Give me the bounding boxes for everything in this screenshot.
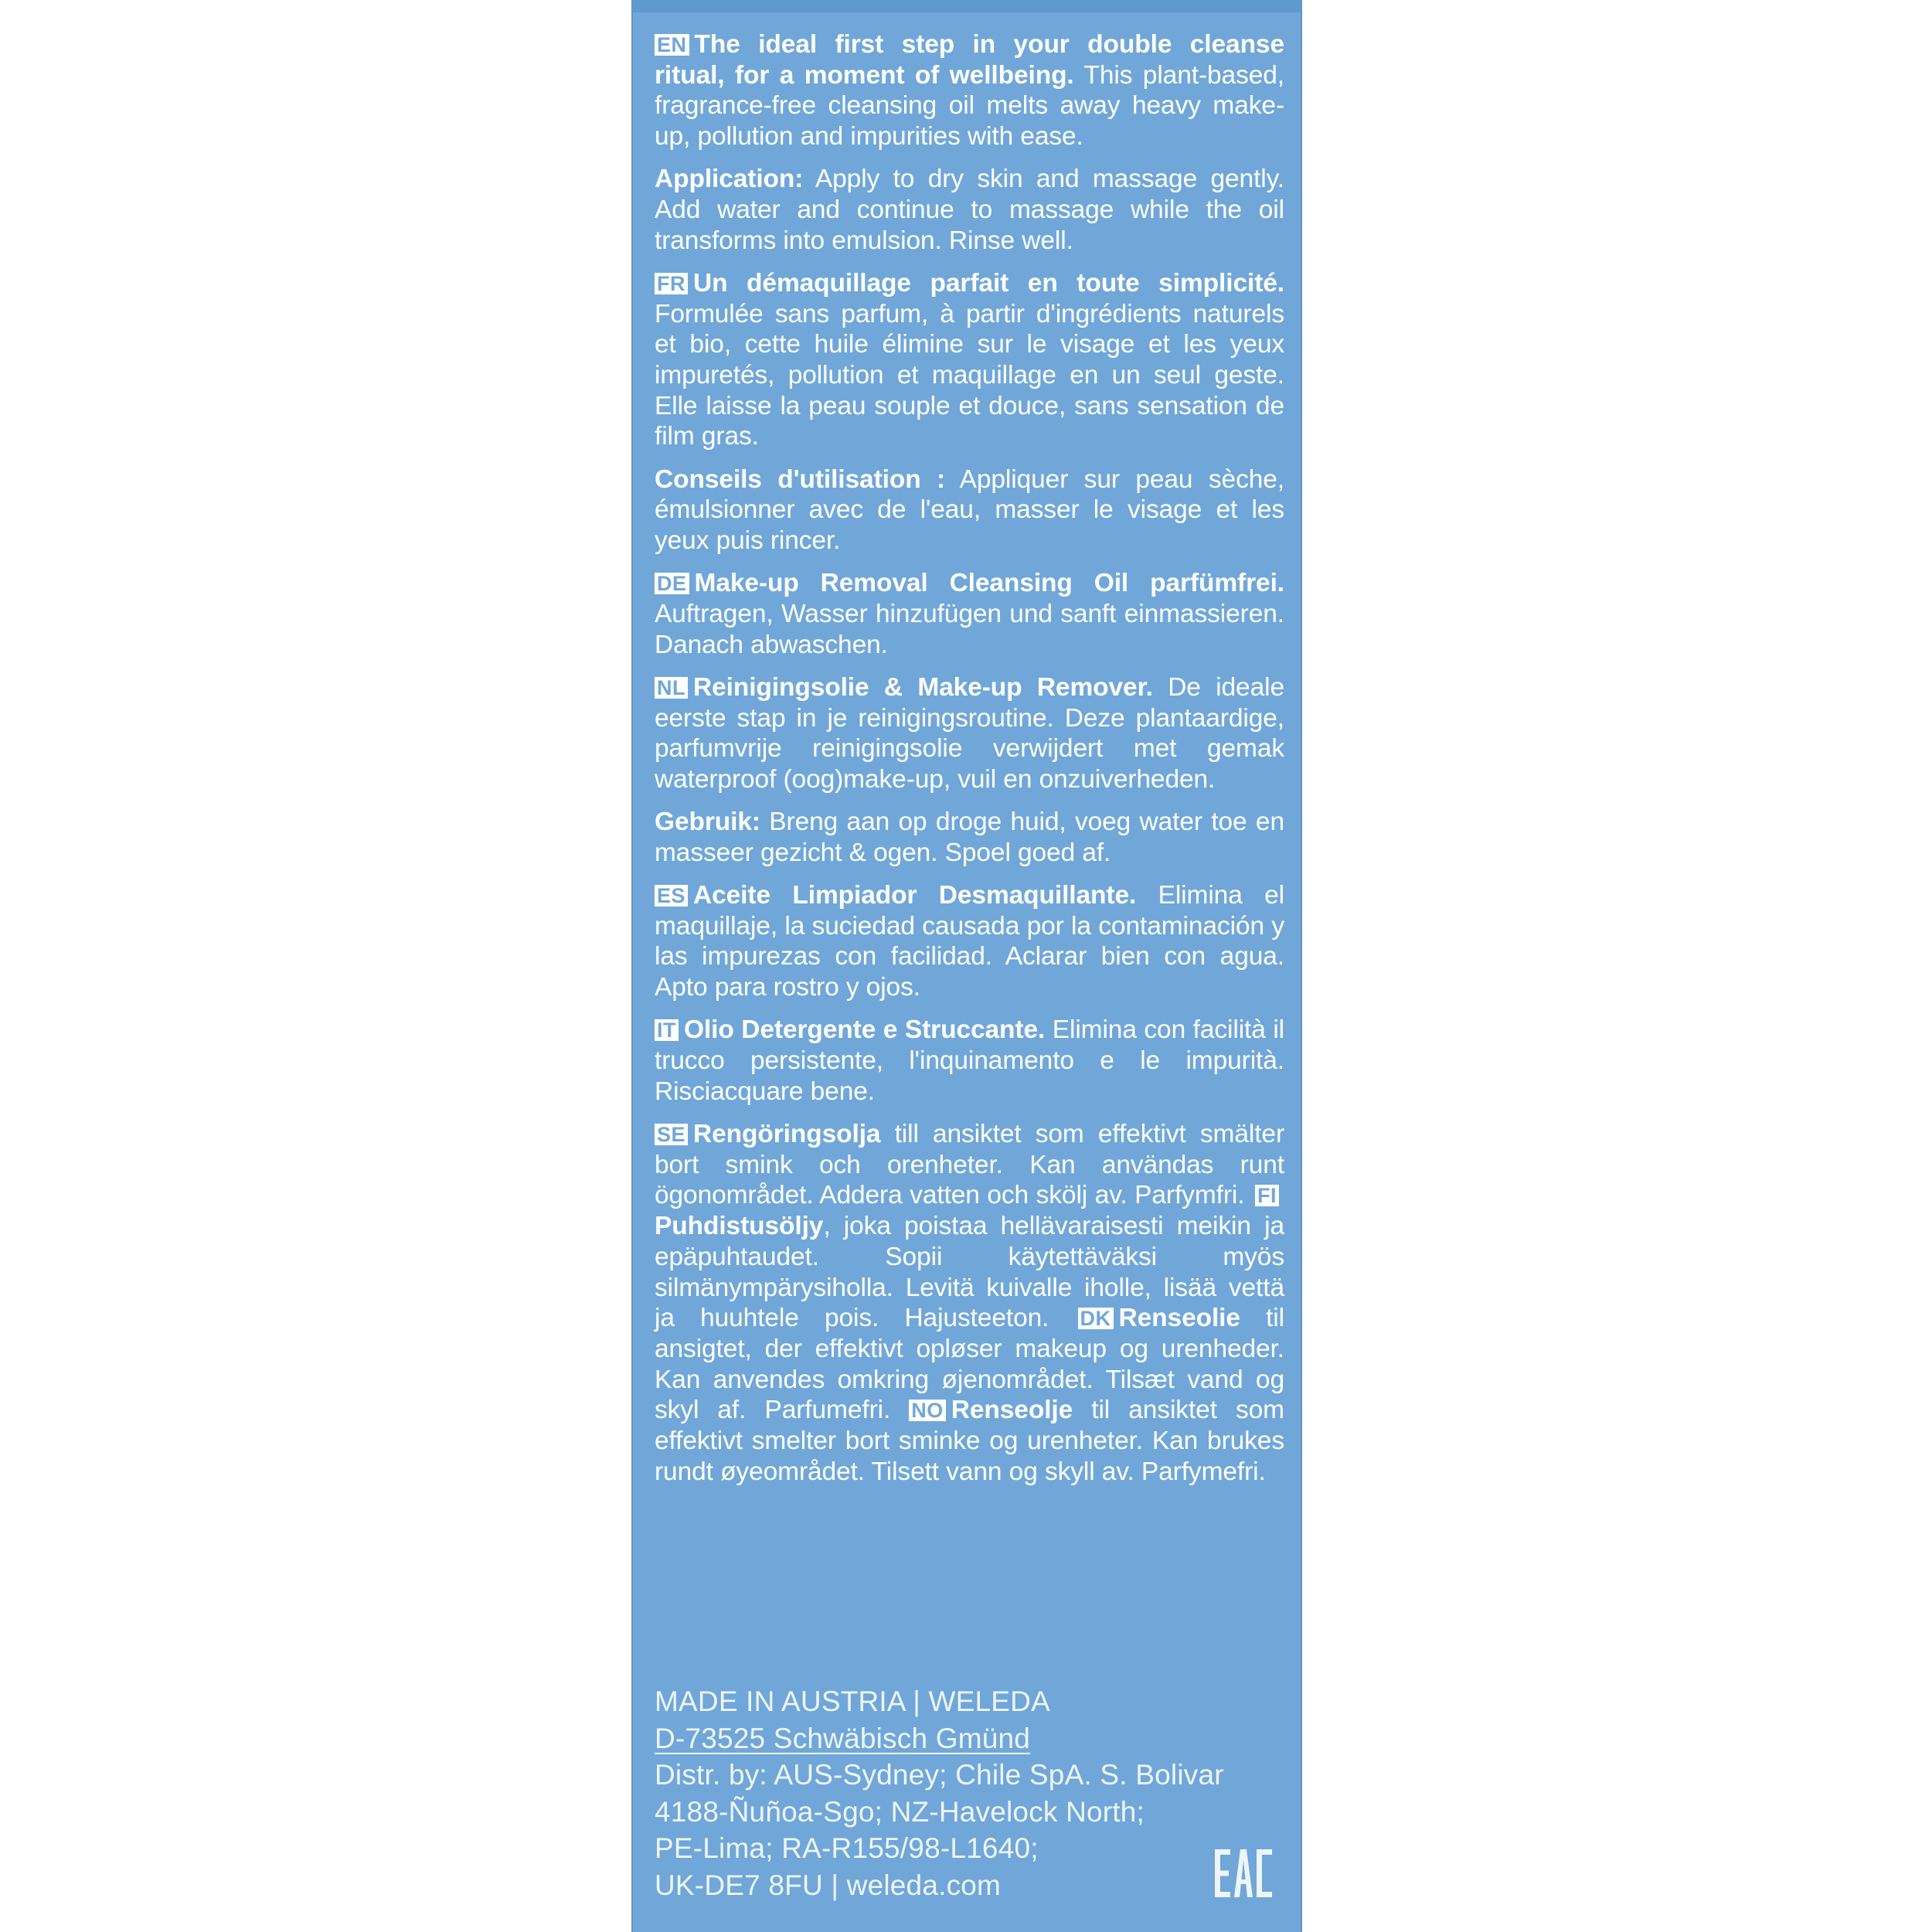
- headline-fr: Un démaquillage parfait en toute simplicité.: [693, 268, 1284, 298]
- multilingual-text-block: [655, 29, 1284, 1499]
- paragraph-fr: [655, 268, 1284, 452]
- headline-nl: Reinigingsolie & Make-up Remover.: [693, 672, 1153, 702]
- distributor-line-1: Distr. by: AUS-Sydney; Chile SpA. S. Bolivar: [655, 1759, 1224, 1791]
- manufacturer-address: D-73525 Schwäbisch Gmünd: [655, 1722, 1031, 1754]
- body-fr: Formulée sans parfum, à partir d'ingrédients naturels et bio, cette huile élimine sur le visage et les yeux impuretés, pollution et maquillage en un seul geste. Elle laisse la peau souple et douce, sans sensation de film gras.: [655, 299, 1284, 451]
- product-label-panel: [631, 0, 1302, 1932]
- lang-badge-de: DE: [655, 573, 689, 594]
- heading-nl-application: Gebruik:: [655, 808, 760, 837]
- lang-badge-it: IT: [655, 1019, 679, 1041]
- distributor-line-3: PE-Lima; RA-R155/98-L1640;: [655, 1832, 1039, 1864]
- body-no: til ansiktet som effektivt smelter bort sminke og urenheter. Kan brukes rundt øyeområdet. Tilsett vann og skyll av. Parfymefri.: [655, 1396, 1284, 1486]
- body-fr-application: Appliquer sur peau sèche, émulsionner avec de l'eau, masser le visage et les yeux puis rincer.: [655, 464, 1284, 556]
- paragraph-nl: [655, 672, 1284, 795]
- body-dk: til ansigtet, der effektivt opløser makeup og urenheder. Kan anvendes omkring øjenområdet. Tilsæt vand og skyl af. Parfumefri.: [655, 1304, 1284, 1425]
- lang-badge-en: EN: [655, 34, 689, 56]
- eac-mark-icon: [1215, 1849, 1274, 1897]
- lang-badge-es: ES: [655, 885, 688, 906]
- body-es: Elimina el maquillaje, la suciedad causada por la contaminación y las impurezas con facilidad. Aclarar bien con agua. Apto para rostro y ojos.: [655, 881, 1284, 1002]
- paragraph-it: [655, 1015, 1284, 1107]
- headline-fi: Puhdistusöljy: [655, 1212, 824, 1241]
- body-nl: De ideale eerste stap in je reinigingsroutine. Deze plantaardige, parfumvrije reinigingsolie verwijdert met gemak waterproof (oog)make-up, vuil en onzuiverheden.: [655, 672, 1284, 794]
- manufacturer-footer: [655, 1683, 1284, 1903]
- headline-de: Make-up Removal Cleansing Oil parfümfrei.: [694, 569, 1284, 598]
- body-fi: , joka poistaa hellävaraisesti meikin ja epäpuhtaudet. Sopii käytettäväksi myös silmänympärysiholla. Levitä kuivalle iholle, lisää vettä ja huuhtele pois. Hajusteeton.: [655, 1212, 1284, 1333]
- lang-badge-se: SE: [655, 1124, 688, 1145]
- paragraph-en: [655, 29, 1284, 152]
- headline-dk: Renseolie: [1118, 1304, 1240, 1333]
- body-se: till ansiktet som effektivt smälter bort smink och orenheter. Kan användas runt ögonområdet. Addera vatten och skölj av. Parfymfri.: [655, 1120, 1284, 1210]
- body-de: Auftragen, Wasser hinzufügen und sanft einmassieren. Danach abwaschen.: [655, 599, 1284, 659]
- made-in-line: MADE IN AUSTRIA | WELEDA: [655, 1685, 1050, 1717]
- headline-no: Renseolje: [951, 1396, 1073, 1425]
- body-en-application: Apply to dry skin and massage gently. Add water and continue to massage while the oil transforms into emulsion. Rinse well.: [655, 165, 1284, 255]
- headline-se: Rengöringsolja: [693, 1120, 881, 1148]
- paragraph-es: [655, 880, 1284, 1003]
- distributor-line-4: UK-DE7 8FU | weleda.com: [655, 1869, 1002, 1901]
- body-nl-application: Breng aan op droge huid, voeg water toe en masseer gezicht & ogen. Spoel goed af.: [655, 808, 1284, 867]
- body-en: This plant-based, fragrance-free cleansing oil melts away heavy make-up, pollution and impurities with ease.: [655, 60, 1284, 151]
- paragraph-nl-application: [655, 807, 1284, 868]
- headline-it: Olio Detergente e Struccante.: [684, 1015, 1046, 1045]
- heading-fr-application: Conseils d'utilisation :: [655, 464, 946, 494]
- paragraph-de: [655, 568, 1284, 660]
- lang-badge-nl: NL: [655, 677, 688, 699]
- heading-en-application: Application:: [655, 165, 804, 194]
- distributor-line-2: 4188-Ñuñoa-Sgo; NZ-Havelock North;: [655, 1795, 1145, 1828]
- paragraph-fr-application: [655, 464, 1284, 556]
- paragraph-en-application: [655, 164, 1284, 256]
- headline-es: Aceite Limpiador Desmaquillante.: [693, 881, 1137, 910]
- lang-badge-no: NO: [909, 1400, 946, 1421]
- body-it: Elimina con facilità il trucco persistente, l'inquinamento e le impurità. Risciacquare bene.: [655, 1015, 1285, 1106]
- lang-badge-dk: DK: [1078, 1308, 1114, 1329]
- box-top-flap: [631, 0, 1302, 12]
- lang-badge-fi: FI: [1255, 1185, 1279, 1206]
- lang-badge-fr: FR: [655, 273, 688, 294]
- headline-en: The ideal first step in your double cleanse ritual, for a moment of wellbeing.: [655, 30, 1284, 90]
- paragraph-nordic: [655, 1119, 1284, 1487]
